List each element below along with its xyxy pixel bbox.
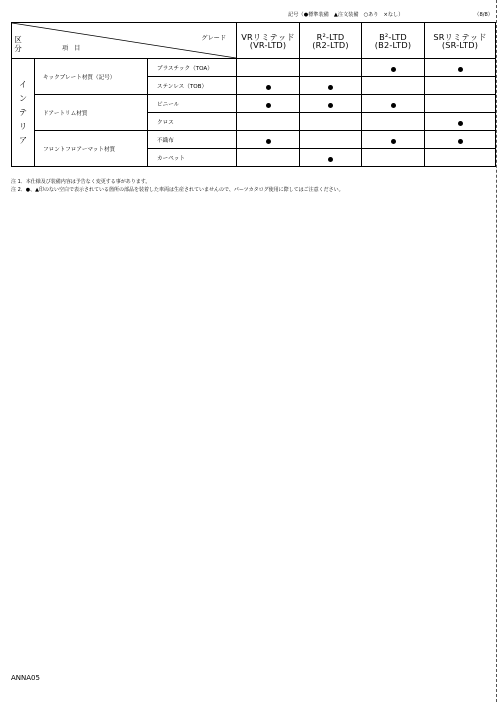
page-number: （8/8）: [474, 11, 493, 18]
mark-cell: [425, 131, 496, 149]
spec-table: [11, 22, 496, 167]
grade-name: SRリミテッド: [433, 31, 487, 42]
category-char: イ: [19, 79, 27, 89]
sub-item: ステンレス（TOB）: [148, 77, 237, 95]
mark: [266, 139, 271, 144]
mark-cell: [237, 131, 300, 149]
mark-cell: [237, 149, 300, 167]
category-char: リ: [19, 121, 27, 131]
mark: [458, 139, 463, 144]
grade-name: R²-LTD: [316, 31, 345, 42]
notes: [11, 178, 491, 194]
grade-code: (SR-LTD): [441, 39, 479, 50]
mark-cell: [362, 113, 425, 131]
legend-option: ▲注文装備: [333, 11, 359, 18]
category-char: テ: [19, 107, 27, 117]
mark-cell: [300, 95, 362, 113]
mark: [391, 139, 396, 144]
mark-cell: [237, 59, 300, 77]
mark-cell: [237, 113, 300, 131]
sub-item: プラスチック（TOA）: [148, 59, 237, 77]
item-door-trim: ドアートリム材質: [35, 95, 148, 131]
mark-cell: [237, 77, 300, 95]
table-row: [12, 59, 496, 77]
grade-header-r2-ltd: [300, 23, 362, 59]
grade-name: B²-LTD: [379, 31, 407, 42]
mark-cell: [300, 149, 362, 167]
legend-available: ○あり: [363, 11, 379, 18]
mark-cell: [425, 95, 496, 113]
category-char: ア: [19, 135, 27, 145]
legend-items: [288, 11, 403, 18]
note-1: 注 1．本仕様及び装備内容は予告なく変更する事があります。: [11, 179, 151, 185]
legend-standard: 記号（●標準装備: [288, 11, 329, 18]
mark-cell: [300, 131, 362, 149]
mark-cell: [362, 77, 425, 95]
mark: [458, 67, 463, 72]
mark: [328, 103, 333, 108]
mark-cell: [425, 77, 496, 95]
sub-item: ビニール: [148, 95, 237, 113]
legend-none: ×なし）: [383, 11, 404, 18]
mark-cell: [362, 59, 425, 77]
mark: [328, 157, 333, 162]
legend-bar: [288, 9, 493, 19]
item-floor-mat: フロントフロアーマット材質: [35, 131, 148, 167]
grade-header-vr-ltd: [237, 23, 300, 59]
mark-cell: [300, 113, 362, 131]
koumoku-label: 項目: [62, 45, 87, 52]
sub-item: カーペット: [148, 149, 237, 167]
sub-item: クロス: [148, 113, 237, 131]
sub-item: 不織布: [148, 131, 237, 149]
mark: [458, 121, 463, 126]
mark: [328, 85, 333, 90]
grade-code: (R2-LTD): [312, 39, 349, 50]
mark-cell: [300, 59, 362, 77]
mark-cell: [300, 77, 362, 95]
grade-code: (B2-LTD): [374, 39, 412, 50]
category-cell: [12, 59, 35, 167]
category-char: ン: [19, 93, 27, 103]
mark-cell: [237, 95, 300, 113]
mark: [266, 85, 271, 90]
table-row: [12, 131, 496, 149]
mark-cell: [425, 59, 496, 77]
mark: [391, 103, 396, 108]
mark-cell: [362, 95, 425, 113]
table-row: [12, 95, 496, 113]
page-edge-line: [496, 0, 497, 702]
item-kick-plate: キックプレート材質（記号）: [35, 59, 148, 95]
grade-label: グレード: [201, 35, 227, 42]
grade-header-sr-ltd: [425, 23, 496, 59]
mark-cell: [362, 131, 425, 149]
note-2: 注 2．●、▲印のない空白で表示されている箇所の部品を装着した車両は生産されていませんので、パーツカタログ使用に際してはご注意ください。: [11, 187, 344, 193]
grade-header-b2-ltd: [362, 23, 425, 59]
kubun-label: 区分: [14, 35, 22, 53]
mark: [391, 67, 396, 72]
mark-cell: [425, 113, 496, 131]
mark: [266, 103, 271, 108]
mark-cell: [362, 149, 425, 167]
grade-code: (VR-LTD): [249, 39, 287, 50]
document-code: ANNA05: [11, 674, 40, 682]
grade-name: VRリミテッド: [241, 31, 295, 42]
mark-cell: [425, 149, 496, 167]
corner-header-cell: [12, 23, 237, 59]
category-label: [12, 78, 34, 148]
header-row: [12, 23, 496, 59]
